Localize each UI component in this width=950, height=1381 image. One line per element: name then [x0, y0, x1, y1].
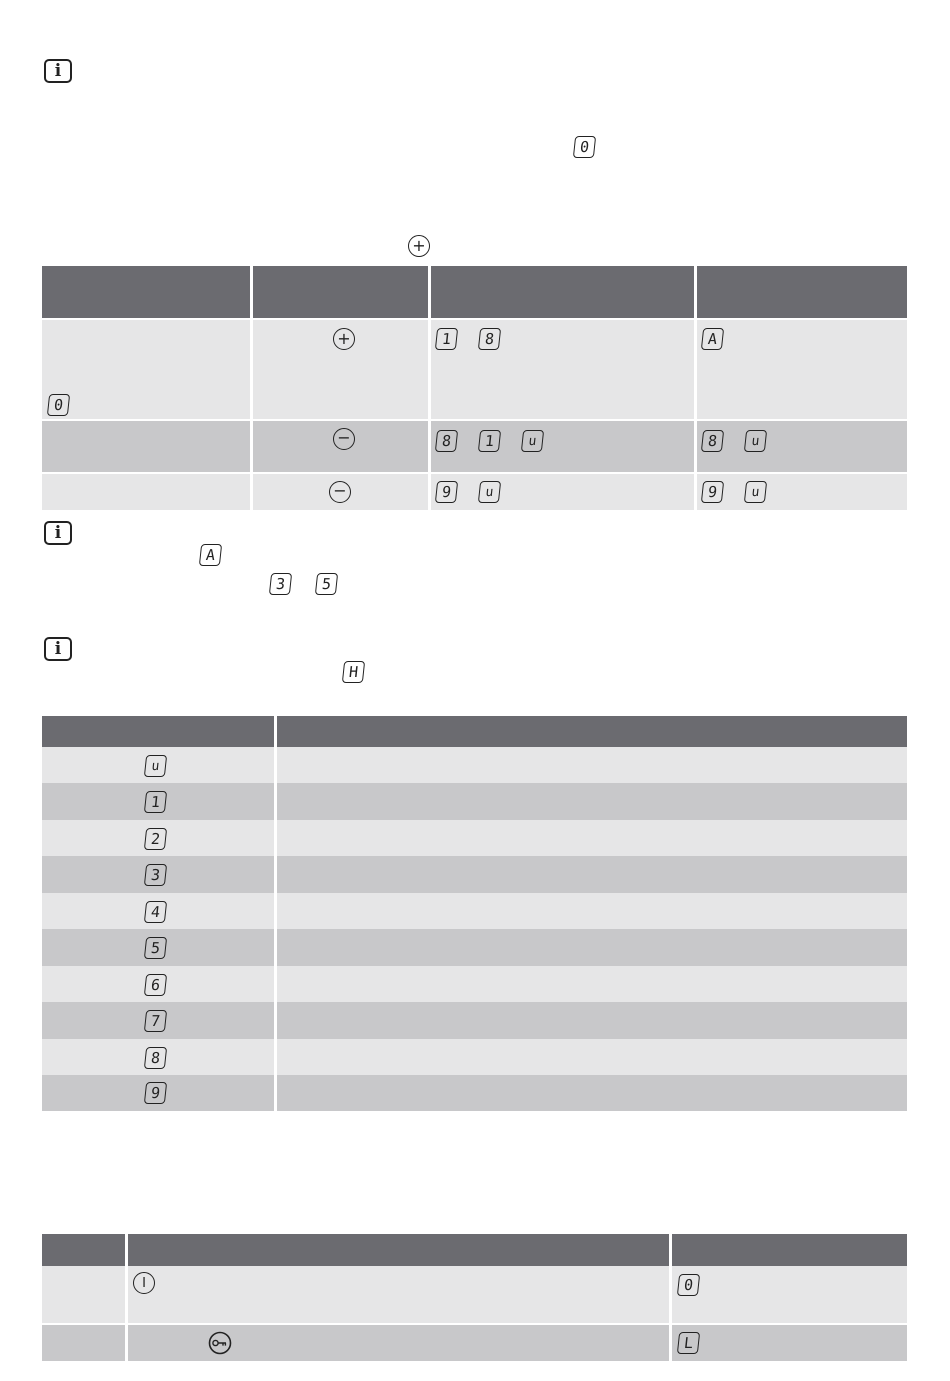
table-row — [42, 929, 274, 966]
plus-button-symbol — [408, 235, 430, 257]
seg-display: u — [744, 481, 767, 503]
table-row — [42, 966, 274, 1002]
table-header-cell — [42, 716, 274, 747]
table-header-cell — [42, 1234, 125, 1266]
info-glyph: i — [54, 522, 62, 543]
info-glyph: i — [54, 638, 62, 659]
table-header-cell — [42, 266, 250, 318]
table-cell — [277, 929, 907, 966]
table-cell — [277, 1039, 907, 1075]
seg-display: 9 — [701, 481, 724, 503]
table-cell — [128, 1325, 669, 1361]
seg-display: 8 — [144, 1047, 167, 1069]
seg-display: 3 — [144, 864, 167, 886]
seg-display: u — [478, 481, 501, 503]
table-cell — [277, 747, 907, 783]
table-row — [42, 747, 274, 783]
info-icon — [44, 59, 72, 83]
seg-display: 9 — [144, 1082, 167, 1104]
table-cell — [697, 421, 907, 472]
table-cell — [253, 474, 428, 510]
info-icon — [44, 521, 72, 545]
seg-display: 8 — [435, 430, 458, 452]
seg-display: 1 — [144, 791, 167, 813]
seg-display: 8 — [478, 328, 501, 350]
minus-icon: − — [333, 428, 355, 450]
table-row — [42, 856, 274, 893]
table-header-cell — [277, 716, 907, 747]
table-row — [42, 820, 274, 856]
seg-display: A — [701, 328, 724, 350]
table-cell — [253, 421, 428, 472]
seg-display: 7 — [144, 1010, 167, 1032]
seg-display: 3 — [269, 573, 292, 595]
table-cell — [277, 1002, 907, 1039]
table-header-cell — [672, 1234, 907, 1266]
info-icon — [44, 637, 72, 661]
lock-table — [42, 1234, 907, 1361]
seg-display: 6 — [144, 974, 167, 996]
heat-setting-table — [42, 716, 907, 1111]
info-glyph: i — [54, 60, 62, 81]
table-cell — [277, 966, 907, 1002]
seg-display: 9 — [435, 481, 458, 503]
seg-display: 5 — [144, 937, 167, 959]
table-row — [42, 1266, 125, 1323]
on-off-icon: I — [133, 1272, 155, 1294]
plus-icon: + — [408, 235, 430, 257]
seg-display: 5 — [315, 573, 338, 595]
seg-display: 0 — [47, 394, 70, 416]
seg-display: H — [342, 661, 365, 683]
table-cell — [128, 1266, 669, 1323]
table-header-cell — [431, 266, 694, 318]
seg-display: L — [677, 1332, 700, 1354]
table-row — [42, 421, 250, 472]
table-row — [42, 1002, 274, 1039]
table-cell — [697, 320, 907, 419]
seg-display: 0 — [677, 1274, 700, 1296]
table-row — [42, 320, 250, 419]
table-row — [42, 474, 250, 510]
table-cell — [277, 1075, 907, 1111]
seg-display: u — [144, 755, 167, 777]
seg-display: u — [521, 430, 544, 452]
seg-display: 4 — [144, 901, 167, 923]
seg-display: A — [199, 544, 222, 566]
table-cell — [672, 1266, 907, 1323]
table-cell — [697, 474, 907, 510]
table-cell — [277, 820, 907, 856]
seg-display: 0 — [573, 136, 596, 158]
table-header-cell — [128, 1234, 669, 1266]
seg-display: 2 — [144, 828, 167, 850]
table-cell — [672, 1325, 907, 1361]
table-header-cell — [253, 266, 428, 318]
table-cell — [277, 783, 907, 820]
table-row — [42, 893, 274, 929]
key-icon — [208, 1331, 232, 1360]
table-row — [42, 1075, 274, 1111]
table-cell — [253, 320, 428, 419]
seg-display: 1 — [478, 430, 501, 452]
table-cell — [277, 856, 907, 893]
table-cell — [431, 421, 694, 472]
table-row — [42, 783, 274, 820]
table-cell — [277, 893, 907, 929]
display-zero-symbol — [574, 136, 595, 158]
table-header-cell — [697, 266, 907, 318]
seg-display: 1 — [435, 328, 458, 350]
minus-icon: − — [329, 481, 351, 503]
table-cell — [431, 320, 694, 419]
plus-icon: + — [333, 328, 355, 350]
table-row — [42, 1039, 274, 1075]
automatic-heatup-table — [42, 266, 907, 510]
seg-display: 8 — [701, 430, 724, 452]
seg-display: u — [744, 430, 767, 452]
table-cell — [431, 474, 694, 510]
table-row — [42, 1325, 125, 1361]
